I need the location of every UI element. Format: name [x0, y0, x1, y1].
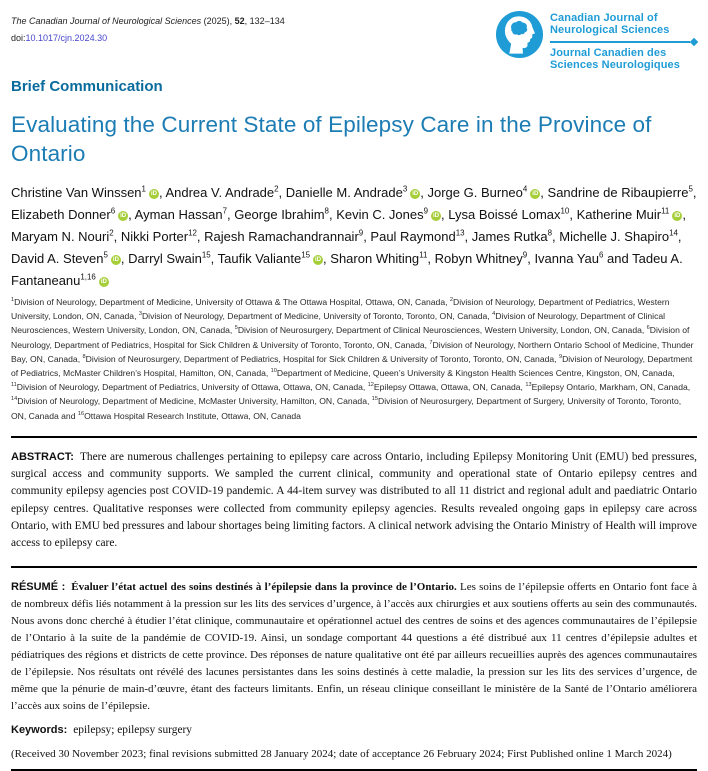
orcid-icon[interactable]: iD — [100, 279, 107, 285]
author: George Ibrahim$^8$, — [234, 206, 337, 222]
orcid-icon[interactable]: iD — [315, 257, 322, 263]
affiliation-superscript: 10 — [270, 368, 277, 375]
author-superscript: 10 — [560, 206, 570, 216]
author-superscript: 3 — [402, 184, 408, 194]
author: Kevin C. Jones$^9$iD , — [336, 206, 449, 222]
author: Jorge G. Burneo$^4$iD , — [427, 184, 548, 200]
doi-link[interactable]: 10.1017/cjn.2024.30 — [25, 33, 108, 43]
orcid-icon[interactable]: iD — [674, 213, 681, 219]
brain-head-logo-icon — [495, 10, 544, 71]
author: Ayman Hassan$^7$, — [134, 206, 235, 222]
abstract-text: There are numerous challenges pertaining to epilepsy care across Ontario, including Epilepsy Monitoring Unit (EMU) bed pressures, surgical access and community supports. We sampled the current clinical, community and operational state of Ontario epilepsy centres and community epilepsy agencies post COVID-19 pandemic. A 44-item survey was distributed to all 11 district and regional adult and paediatric Ontario epilepsy centres. Qualitative responses were collected from community epilepsy agencies. Results revealed ongoing gaps in epilepsy care across Ontario, with EMU bed pressures and labour shortages being limiting factors. A clinical network advising the Ontario Ministry of Health will improve access to epilepsy care. — [11, 450, 697, 550]
author-superscript: 15 — [301, 250, 311, 260]
keywords-label: Keywords: — [11, 723, 68, 736]
author-superscript: 2 — [274, 184, 279, 194]
received-line: (Received 30 November 2023; final revisions submitted 28 January 2024; date of acceptance 26 February 2024; First Published online 1 March 2024) — [11, 747, 672, 760]
author-list — [11, 182, 697, 292]
journal-name: The Canadian Journal of Neurological Sciences — [11, 16, 202, 26]
citation-year: (2025), — [201, 16, 235, 26]
author-superscript: 12 — [188, 228, 197, 238]
affiliation-superscript: 6 — [646, 325, 650, 332]
author: Sharon Whiting$^{11}$, — [330, 250, 435, 266]
author-superscript: 9 — [358, 228, 364, 238]
affiliation-superscript: 8 — [82, 353, 86, 360]
affiliation-superscript: 15 — [371, 396, 378, 403]
author-superscript: 11 — [661, 206, 670, 216]
author-superscript: 7 — [222, 206, 227, 216]
affiliation-superscript: 7 — [429, 339, 433, 346]
author-superscript: 13 — [455, 228, 465, 238]
page-title: Evaluating the Current State of Epilepsy Care in the Province of Ontario — [11, 112, 652, 166]
resume-label: RÉSUMÉ : — [11, 580, 66, 593]
doi-label: doi: — [11, 33, 26, 43]
affiliation-superscript: 11 — [11, 382, 17, 389]
affiliation-superscript: 1 — [11, 297, 15, 304]
author-superscript: 6 — [599, 250, 604, 260]
author: Paul Raymond$^{13}$, — [370, 228, 472, 244]
author-superscript: 5 — [103, 250, 108, 260]
logo-title-en-line1: Canadian Journal of — [550, 12, 658, 24]
author-superscript: 2 — [109, 228, 114, 238]
orcid-icon[interactable]: iD — [532, 191, 539, 197]
page-header — [11, 10, 697, 71]
author: Lysa Boissé Lomax$^{10}$, — [448, 206, 577, 222]
section-label: Brief Communication — [11, 78, 163, 95]
author: Rajesh Ramachandrannair$^9$, — [204, 228, 371, 244]
author: Ivanna Yau$^6$ and — [534, 250, 633, 266]
author-superscript: 8 — [547, 228, 553, 238]
resume-text: Les soins de l’épilepsie offerts en Ontario font face à de nombreux défis liés notamment à la pression sur les lits des services d’urgence, à l’accès aux chirurgies et aux soutiens offerts au sein des communautés. Nous avons donc cherché à étudier l’état clinique, communautaire et opérationnel actuel des centres de soins et des agences communautaires de l’épilepsie de l’Ontario à la suite de la pandémie de COVID-19. Ainsi, un sondage comportant 44 questions a été distribué aux 11 centres d’épilepsie adultes et pédiatriques des régions et districts de cette province. Des réponses de nature qualitative ont été par ailleurs recueillies auprès des agences communautaires de l’épilepsie. Nos résultats ont révélé des lacunes persistantes dans les soins destinés à cette maladie, la pression sur les lits des services d’urgence, de même que la pénurie de main-d’œuvre, étant des facteurs limitants. Enfin, un réseau clinique conseillant le ministère de la Santé de l’Ontario améliorera l’accès aux soins de l’épilepsie. — [11, 580, 698, 712]
diamond-icon — [690, 38, 698, 46]
keywords-text: epilepsy; epilepsy surgery — [73, 723, 192, 736]
author-superscript: 5 — [688, 184, 693, 194]
affiliation-superscript: 2 — [449, 297, 453, 304]
author: Robyn Whitney$^9$, — [434, 250, 535, 266]
journal-logo — [495, 10, 697, 71]
affiliation-list: $^1$Division of Neurology, Department of Medicine, University of Ottawa & The Ottawa Hospital, Ottawa, ON, Canada, $^2$Division of Neurology, Department of Pediatrics, Western University, London, ON, Canada, $^3$Division of Neurology, Department of Medicine, University of Toronto, Toronto, ON, Canada, $^4$Division of Neurology, Department of Clinical Neurosciences, Western University, London, ON, Canada, $^5$Division of Neurosurgery, Department of Clinical Neurosciences, Western University, London, ON, Canada, $^6$Division of Neurology, Department of Pediatrics, Hospital for Sick Children & University of Toronto, Toronto, ON, Canada, $^7$Division of Neurology, Northern Ontario School of Medicine, Thunder Bay, ON, Canada, $^8$Division of Neurosurgery, Department of Pediatrics, Hospital for Sick Children & University of Toronto, Toronto, ON, Canada, $^9$Division of Neurology, Department of Pediatrics, McMaster Children’s Hospital, Hamilton, ON, Canada, $^{10}$Department of Medicine, Queen’s University & Kingston Health Sciences Centre, Kingston, ON, Canada, $^{11}$Division of Neurology, Department of Pediatrics, University of Ottawa, Ottawa, ON, Canada, $^{12}$Epilepsy Ottawa, Ottawa, ON, Canada, $^{13}$Epilepsy Ontario, Markham, ON, Canada, $^{14}$Division of Neurology, Department of Medicine, McMaster University, Hamilton, ON, Canada, $^{15}$Division of Neurosurgery, Department of Surgery, University of Toronto, Toronto, ON, Canada and $^{16}$Ottawa Hospital Research Institute, Ottawa, ON, Canada — [11, 297, 694, 421]
author: Tadeu A. Fantaneanu$^{1,16}$iD — [11, 251, 683, 288]
affiliation-superscript: 5 — [234, 325, 238, 332]
author: David A. Steven$^5$iD , — [11, 250, 129, 266]
affiliation-superscript: 9 — [558, 353, 563, 360]
affiliation-superscript: 13 — [525, 382, 532, 389]
logo-divider — [550, 39, 697, 45]
author-superscript: 14 — [669, 228, 678, 238]
abstract — [11, 449, 697, 553]
affiliation-superscript: 4 — [492, 311, 496, 318]
doi-line — [11, 30, 285, 47]
author-superscript: 9 — [423, 206, 429, 216]
page-range: , 132–134 — [244, 16, 285, 26]
author: Elizabeth Donner$^6$iD , — [11, 206, 135, 222]
divider-rule-middle — [11, 566, 697, 568]
divider-rule-top — [11, 436, 697, 438]
author: Andrea V. Andrade$^2$, — [165, 184, 286, 200]
logo-title-fr-line1: Journal Canadien des — [550, 47, 667, 59]
orcid-icon[interactable]: iD — [150, 191, 157, 197]
logo-title-en-line2: Neurological Sciences — [550, 23, 670, 36]
author-superscript: 8 — [324, 206, 329, 216]
resume-lead: Évaluer l’état actuel des soins destinés à l’épilepsie dans la province de l’Ontario. — [71, 580, 457, 593]
author: Danielle M. Andrade$^3$iD , — [285, 184, 428, 200]
author-superscript: 11 — [419, 250, 428, 260]
logo-title-fr-line2: Sciences Neurologiques — [550, 58, 680, 71]
author: Michelle J. Shapiro$^{14}$, — [559, 228, 682, 244]
author: Taufik Valiante$^{15}$iD , — [217, 250, 331, 266]
orcid-icon[interactable]: iD — [433, 213, 440, 219]
author-superscript: 4 — [522, 184, 528, 194]
author: Katherine Muir$^{11}$iD , — [576, 206, 686, 222]
orcid-icon[interactable]: iD — [120, 213, 127, 219]
journal-logo-text — [550, 10, 697, 71]
affiliation-superscript: 14 — [11, 396, 18, 403]
author: Nikki Porter$^{12}$, — [120, 228, 205, 244]
author-superscript: 15 — [201, 250, 211, 260]
author: Christine Van Winssen$^1$iD , — [11, 184, 166, 200]
author-superscript: 1,16 — [80, 272, 96, 282]
author: Darryl Swain$^{15}$, — [128, 250, 218, 266]
orcid-icon[interactable]: iD — [412, 191, 419, 197]
author: Sandrine de Ribaupierre$^5$, — [547, 184, 697, 200]
author-superscript: 9 — [522, 250, 528, 260]
journal-citation — [11, 10, 285, 47]
logo-divider-line — [550, 41, 690, 43]
orcid-icon[interactable]: iD — [112, 257, 119, 263]
abstract-label: ABSTRACT: — [11, 450, 74, 463]
keywords — [11, 724, 697, 736]
author-superscript: 1 — [141, 184, 146, 194]
author: Maryam N. Nouri$^2$, — [11, 228, 121, 244]
citation-line — [11, 13, 285, 30]
volume-number: 52 — [234, 16, 245, 26]
affiliation-superscript: 16 — [77, 410, 85, 417]
affiliation-superscript: 3 — [138, 311, 142, 318]
resume — [11, 579, 697, 715]
affiliation-superscript: 12 — [367, 382, 374, 389]
author-superscript: 6 — [110, 206, 116, 216]
author: James Rutka$^8$, — [471, 228, 560, 244]
